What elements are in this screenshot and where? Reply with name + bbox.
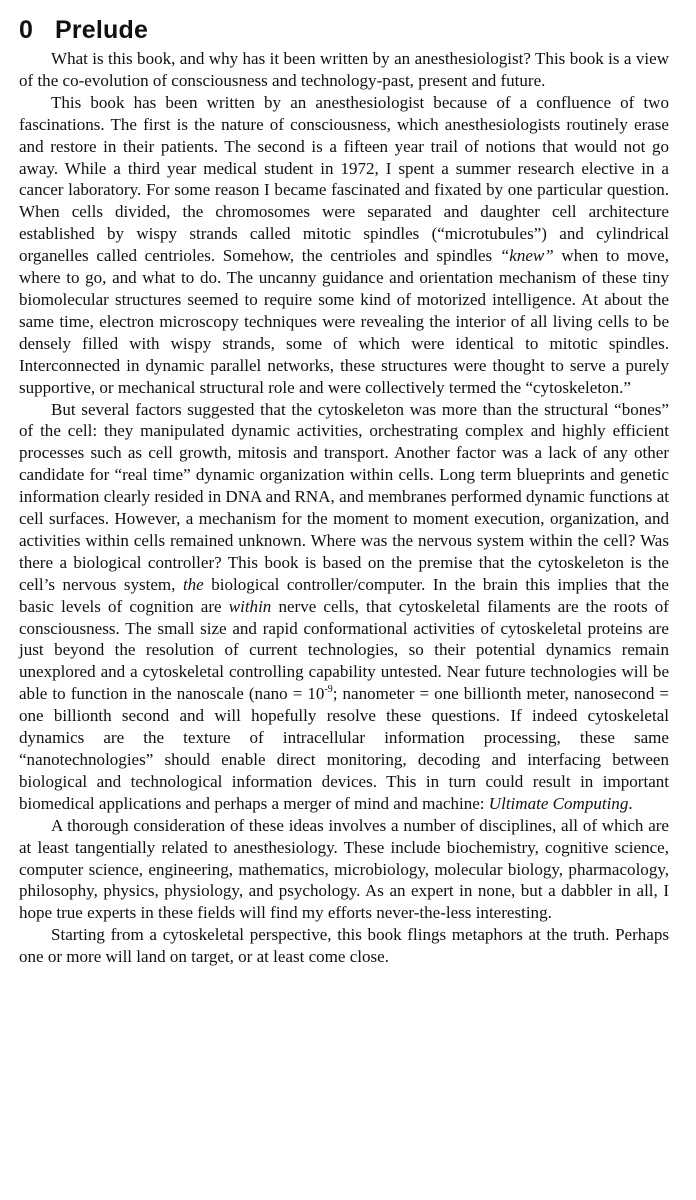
document-page — [19, 14, 669, 968]
emphasis-ultimate-computing: Ultimate Computing — [488, 793, 629, 813]
emphasis-within: within — [228, 596, 272, 616]
paragraph-4-text: A thorough consideration of these ideas involves a number of disciplines, all of which are at least tangentially related to anesthesiology. These include biochemistry, cognitive science, computer science, engineering, mathematics, microbiology, molecular biology, pharmacology, philosophy, physics, physiology, and psychology. As an expert in none, but a dabbler in all, I hope true experts in these fields will find my efforts never-the-less interesting. — [19, 815, 669, 923]
paragraph-4 — [19, 815, 669, 925]
paragraph-3-text-d: ; nanometer = one billionth meter, nanosecond = one billionth second and will hopefully resolve these questions. If indeed cytoskeletal dynamics are the texture of intracellular information processing, these same “nanotechnologies” should enable direct monitoring, decoding and interfacing between biological and technological information devices. This in turn could result in important biomedical applications and perhaps a merger of mind and machine: — [19, 684, 669, 813]
paragraph-3-text-c: nerve cells, that cytoskeletal filaments are the roots of consciousness. The small size and rapid conformational activities of cytoskeletal proteins are just beyond the resolution of current technologies, so their potential dynamics remain unexplored and a cytoskeletal controlling capability untested. Near future technologies will be able to function in the nanoscale (nano = 10 — [19, 596, 669, 704]
chapter-title: Prelude — [55, 16, 149, 44]
chapter-number: 0 — [19, 16, 34, 44]
exponent-superscript: -9 — [324, 684, 333, 696]
paragraph-1-text: What is this book, and why has it been written by an anesthesiologist? This book is a view of the co-evolution of consciousness and technology-past, present and future. — [19, 49, 669, 90]
paragraph-5-text: Starting from a cytoskeletal perspective, this book flings metaphors at the truth. Perhaps one or more will land on target, or at least come close. — [19, 925, 669, 967]
paragraph-1 — [19, 48, 669, 92]
paragraph-2-text-b: when to move, where to go, and what to do. The uncanny guidance and orientation mechanism of these tiny biomolecular structures seemed to require some kind of motorized intelligence. At about the same time, electron microscopy techniques were revealing the interior of all living cells to be densely filled with wispy strands, some of which were identical to mitotic spindles. Interconnected in dynamic parallel networks, these structures were thought to serve a purely supportive, or mechanical structural role and were collectively termed the “cytoskeleton.” — [19, 246, 669, 397]
paragraph-5 — [19, 924, 669, 968]
paragraph-2 — [19, 92, 669, 399]
paragraph-3-text-a: But several factors suggested that the cytoskeleton was more than the structural “bones” of the cell: they manipulated dynamic activities, orchestrating complex and highly efficient processes such as cell growth, mitosis and transport. Another factor was a lack of any other candidate for “real time” dynamic organization within cells. Long term blueprints and genetic information clearly resided in DNA and RNA, and membranes performed dynamic functions at cell surfaces. However, a mechanism for the moment to moment execution, organization, and activities within cells remained unknown. Where was the nervous system within the cell? Was there a biological controller? This book is based on the premise that the cytoskeleton is the cell’s nervous system, — [19, 399, 669, 594]
chapter-heading — [19, 14, 669, 46]
paragraph-3 — [19, 399, 669, 815]
emphasis-knew: “knew” — [499, 246, 554, 266]
emphasis-the: the — [182, 574, 204, 594]
paragraph-2-text-a: This book has been written by an anesthesiologist because of a confluence of two fascinations. The first is the nature of consciousness, which anesthesiologists routinely erase and restore in their patients. The second is a fifteen year trail of notions that would not go away. While a third year medical student in 1972, I spent a summer research elective in a cancer laboratory. For some reason I became fascinated and fixated by one particular question. When cells divided, the chromosomes were separated and daughter cell architecture established by wispy strands called mitotic spindles (“microtubules”) and cylindrical organelles called centrioles. Somehow, the centrioles and spindles — [19, 92, 669, 266]
paragraph-3-text-b: biological controller/computer. In the brain this implies that the basic levels of cognition are — [19, 574, 669, 616]
paragraph-3-text-e: . — [628, 793, 633, 813]
